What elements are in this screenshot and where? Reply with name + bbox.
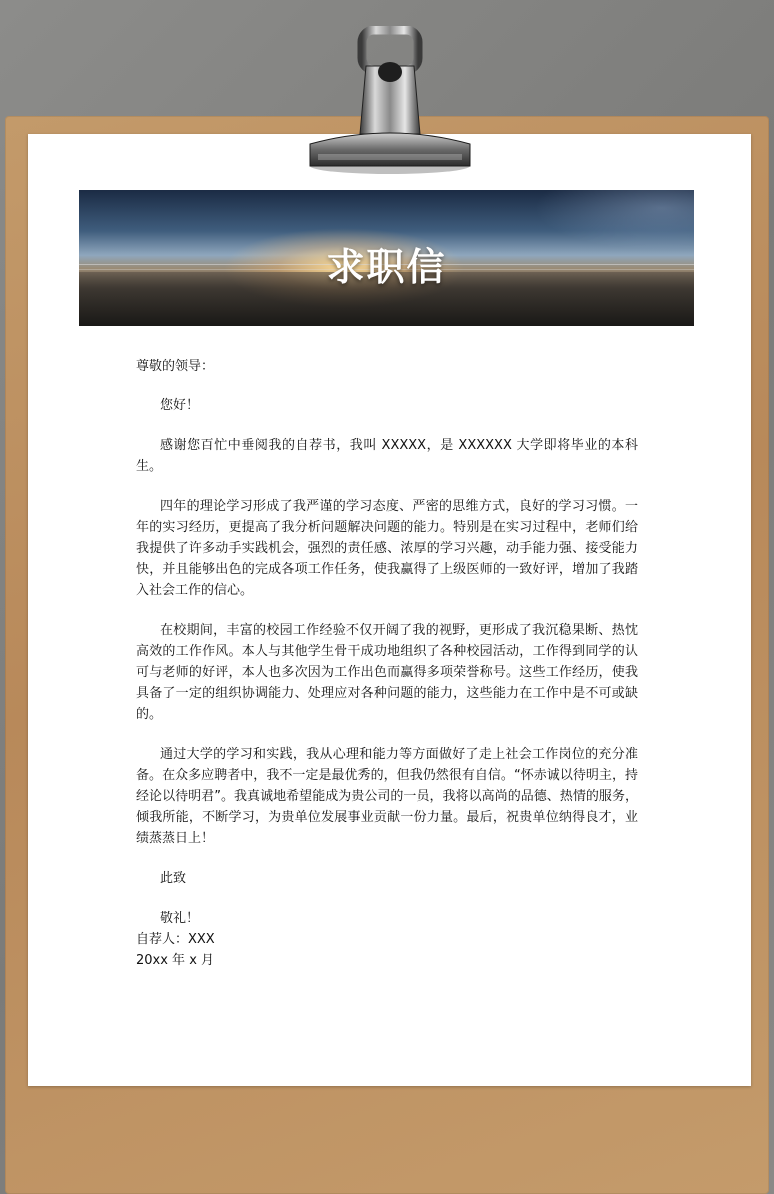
letter-paragraph-2: 四年的理论学习形成了我严谨的学习态度、严密的思维方式，良好的学习习惯。一年的实习经历，更提高了我分析问题解决问题的能力。特别是在实习过程中，老师们给我提供了许多动手实践机会，强烈的责任感、浓厚的学习兴趣，动手能力强、接受能力快，并且能够出色的完成各项工作任务，使我赢得了上级医师的一致好评，增加了我踏入社会工作的信心。 bbox=[136, 499, 638, 598]
header-banner bbox=[79, 190, 694, 326]
letter-paragraph-1: 感谢您百忙中垂阅我的自荐书，我叫 XXXXX，是 XXXXXX 大学即将毕业的本科生。 bbox=[136, 438, 638, 474]
letter-salutation: 尊敬的领导： bbox=[136, 359, 215, 374]
banner-title: 求职信 bbox=[326, 244, 447, 289]
letter-paragraph-4: 通过大学的学习和实践，我从心理和能力等方面做好了走上社会工作岗位的充分准备。在众多应聘者中，我不一定是最优秀的，但我仍然很有自信。“怀赤诚以待明主，持经论以待明君”。我真诚地希望能成为贵公司的一员，我将以高尚的品德、热情的服务，倾我所能，不断学习，为贵单位发展事业贡献一份力量。最后，祝贵单位纳得良才，业绩蒸蒸日上！ bbox=[136, 747, 638, 846]
letter-signature: 自荐人：XXX bbox=[136, 932, 215, 947]
letter-body bbox=[136, 356, 638, 971]
letter-closing-1: 此致 bbox=[160, 871, 187, 886]
letter-greeting: 您好！ bbox=[160, 398, 200, 413]
letter-closing-2: 敬礼！ bbox=[160, 911, 200, 926]
binder-clip-icon bbox=[306, 26, 474, 176]
letter-date: 20xx 年 x 月 bbox=[136, 953, 215, 968]
letter-paragraph-3: 在校期间，丰富的校园工作经验不仅开阔了我的视野，更形成了我沉稳果断、热忱高效的工作作风。本人与其他学生骨干成功地组织了各种校园活动，工作得到同学的认可与老师的好评，本人也多次因为工作出色而赢得多项荣誉称号。这些工作经历，使我具备了一定的组织协调能力、处理应对各种问题的能力，这些能力在工作中是不可或缺的。 bbox=[136, 623, 638, 722]
